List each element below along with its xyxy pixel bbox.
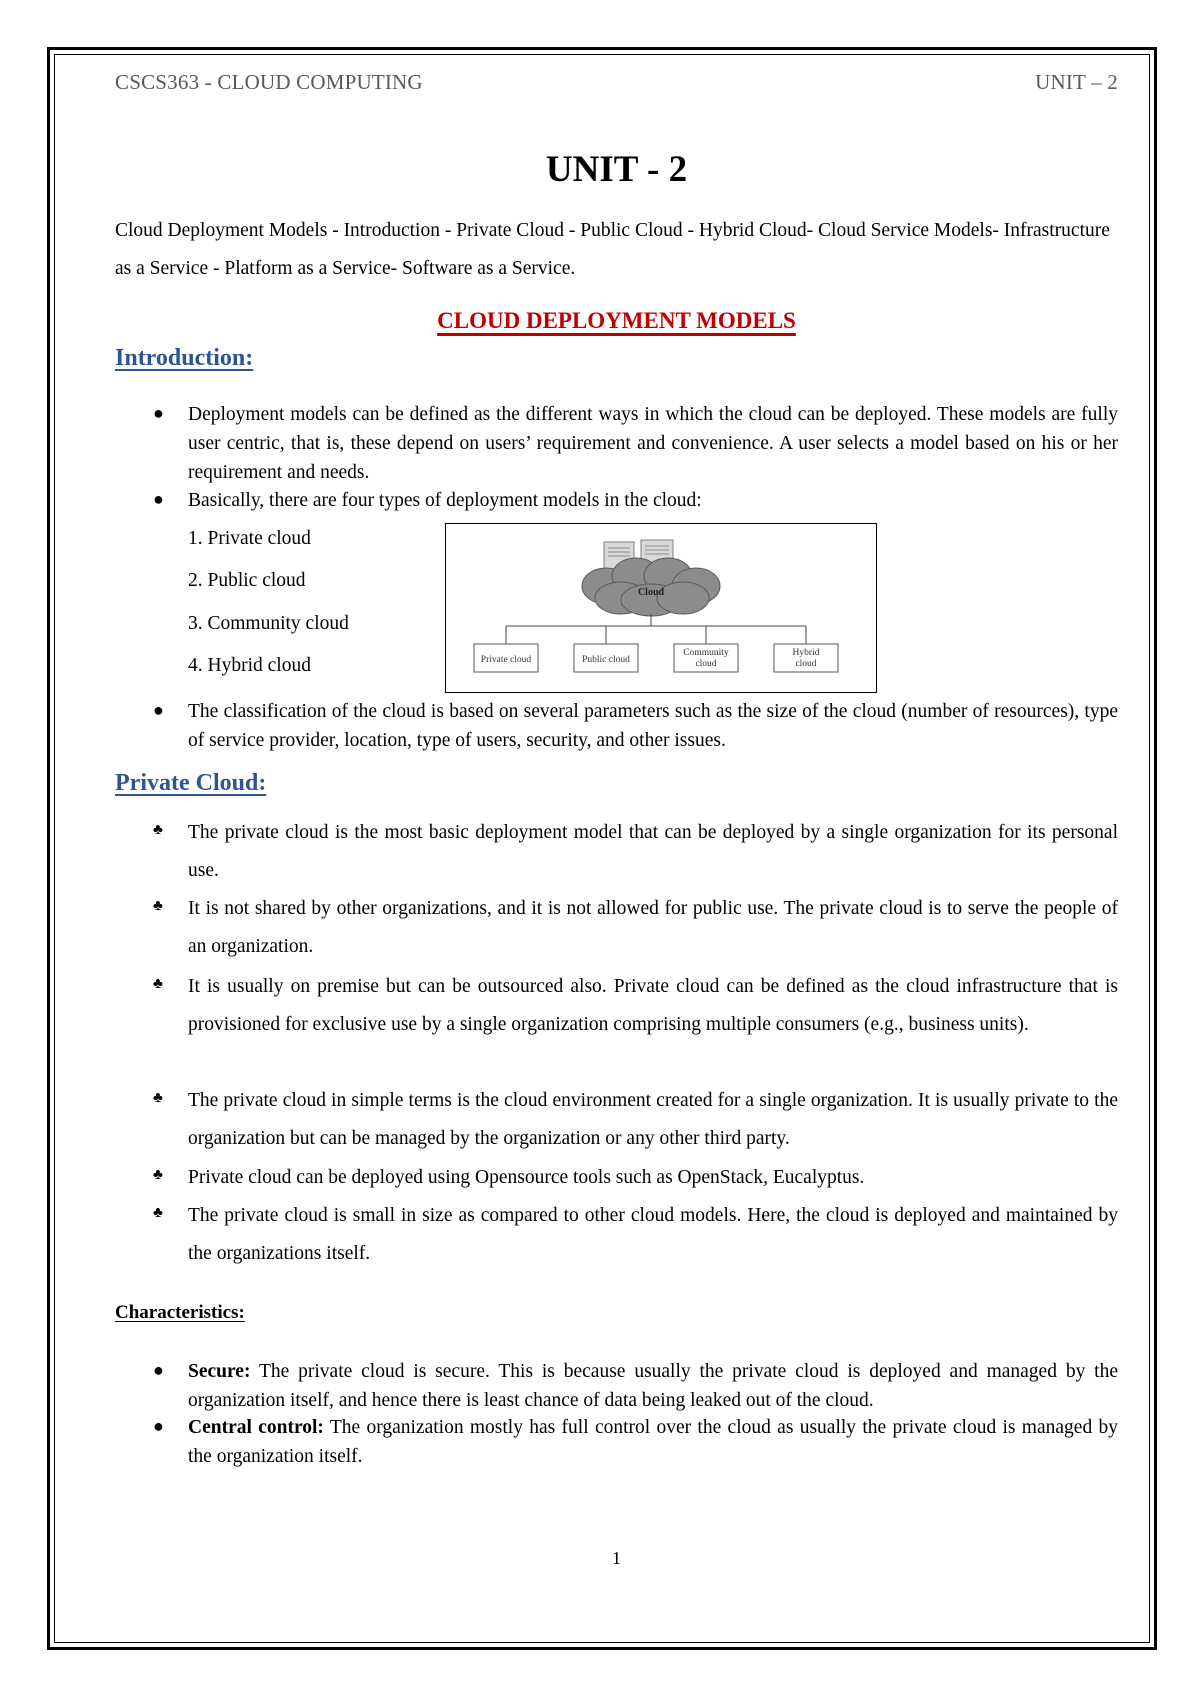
type-item-hybrid: 4. Hybrid cloud <box>188 655 311 676</box>
bullet-icon: ● <box>153 700 164 720</box>
private-point-3: It is usually on premise but can be outsourced also. Private cloud can be defined as the cloud infrastructure that is provisioned for exclusive use by a single organization comprising multiple consumers (e.g., business units). <box>188 976 1118 1035</box>
type-item-public: 2. Public cloud <box>188 570 306 591</box>
diagram-node-hybrid <box>774 644 838 672</box>
page-number: 1 <box>612 1548 621 1568</box>
diagram-node-label-line1: Hybrid <box>792 648 820 658</box>
private-point-4: The private cloud in simple terms is the cloud environment created for a single organization. It is usually private to the organization but can be managed by the organization or any other third party. <box>188 1090 1118 1149</box>
characteristic-term: Secure: <box>188 1361 251 1382</box>
bullet-icon: ● <box>153 1360 164 1380</box>
diagram-node-label: Private cloud <box>480 655 532 665</box>
intro-bullet-1: Deployment models can be defined as the different ways in which the cloud can be deployed. These models are fully user centric, that is, these depend on users’ requirement and convenience. A user selects a model based on his or her requirement and needs. <box>188 404 1118 483</box>
private-point-1: The private cloud is the most basic deployment model that can be deployed by a single organization for its personal use. <box>188 822 1118 881</box>
intro-bullet-3: The classification of the cloud is based on several parameters such as the size of the cloud (number of resources), type of service provider, location, type of users, security, and other issues. <box>188 701 1118 751</box>
unit-title: UNIT - 2 <box>545 149 688 190</box>
deployment-models-diagram <box>445 523 877 693</box>
club-bullet-icon: ♣ <box>153 1167 163 1183</box>
diagram-node-label-line2: cloud <box>695 659 717 669</box>
type-item-private: 1. Private cloud <box>188 528 311 549</box>
diagram-node-private <box>474 644 538 672</box>
characteristic-central-control <box>188 1413 1118 1471</box>
unit-summary: Cloud Deployment Models - Introduction - Private Cloud - Public Cloud - Hybrid Cloud- Cloud Service Models- Infrastructure as a Service - Platform as a Service- Software as a Service. <box>115 220 1110 279</box>
characteristic-term: Central control: <box>188 1417 324 1438</box>
section-title <box>115 308 1118 334</box>
bullet-icon: ● <box>153 489 164 509</box>
header-unit: UNIT – 2 <box>1035 70 1118 94</box>
club-bullet-icon: ♣ <box>153 1205 163 1221</box>
characteristics-heading: Characteristics: <box>115 1302 245 1323</box>
club-bullet-icon: ♣ <box>153 1090 163 1106</box>
bullet-icon: ● <box>153 1416 164 1436</box>
club-bullet-icon: ♣ <box>153 822 163 838</box>
diagram-connectors <box>506 614 806 644</box>
club-bullet-icon: ♣ <box>153 898 163 914</box>
characteristic-secure <box>188 1357 1118 1415</box>
diagram-node-community <box>674 644 738 672</box>
diagram-node-label: Public cloud <box>582 655 630 665</box>
private-point-6: The private cloud is small in size as compared to other cloud models. Here, the cloud is deployed and maintained by the organizations itself. <box>188 1205 1118 1264</box>
characteristic-text: The organization mostly has full control over the cloud as usually the private cloud is managed by the organization itself. <box>188 1417 1118 1467</box>
diagram-node-label-line1: Community <box>683 648 729 658</box>
type-item-community: 3. Community cloud <box>188 613 349 634</box>
bullet-icon: ● <box>153 403 164 423</box>
private-cloud-heading: Private Cloud: <box>115 770 267 796</box>
diagram-root-label: Cloud <box>637 587 665 598</box>
section-title-text: CLOUD DEPLOYMENT MODELS <box>437 308 796 333</box>
diagram-node-label-line2: cloud <box>795 659 817 669</box>
diagram-node-public <box>574 644 638 672</box>
private-point-2: It is not shared by other organizations, and it is not allowed for public use. The private cloud is to serve the people of an organization. <box>188 898 1118 957</box>
intro-bullet-2: Basically, there are four types of deployment models in the cloud: <box>188 490 702 511</box>
characteristic-text: The private cloud is secure. This is because usually the private cloud is deployed and managed by the organization itself, and hence there is least chance of data being leaked out of the cloud. <box>188 1361 1118 1411</box>
club-bullet-icon: ♣ <box>153 976 163 992</box>
introduction-heading: Introduction: <box>115 345 254 371</box>
diagram-svg <box>446 524 876 692</box>
private-point-5: Private cloud can be deployed using Opensource tools such as OpenStack, Eucalyptus. <box>188 1167 865 1188</box>
header-course: CSCS363 - CLOUD COMPUTING <box>115 70 423 94</box>
